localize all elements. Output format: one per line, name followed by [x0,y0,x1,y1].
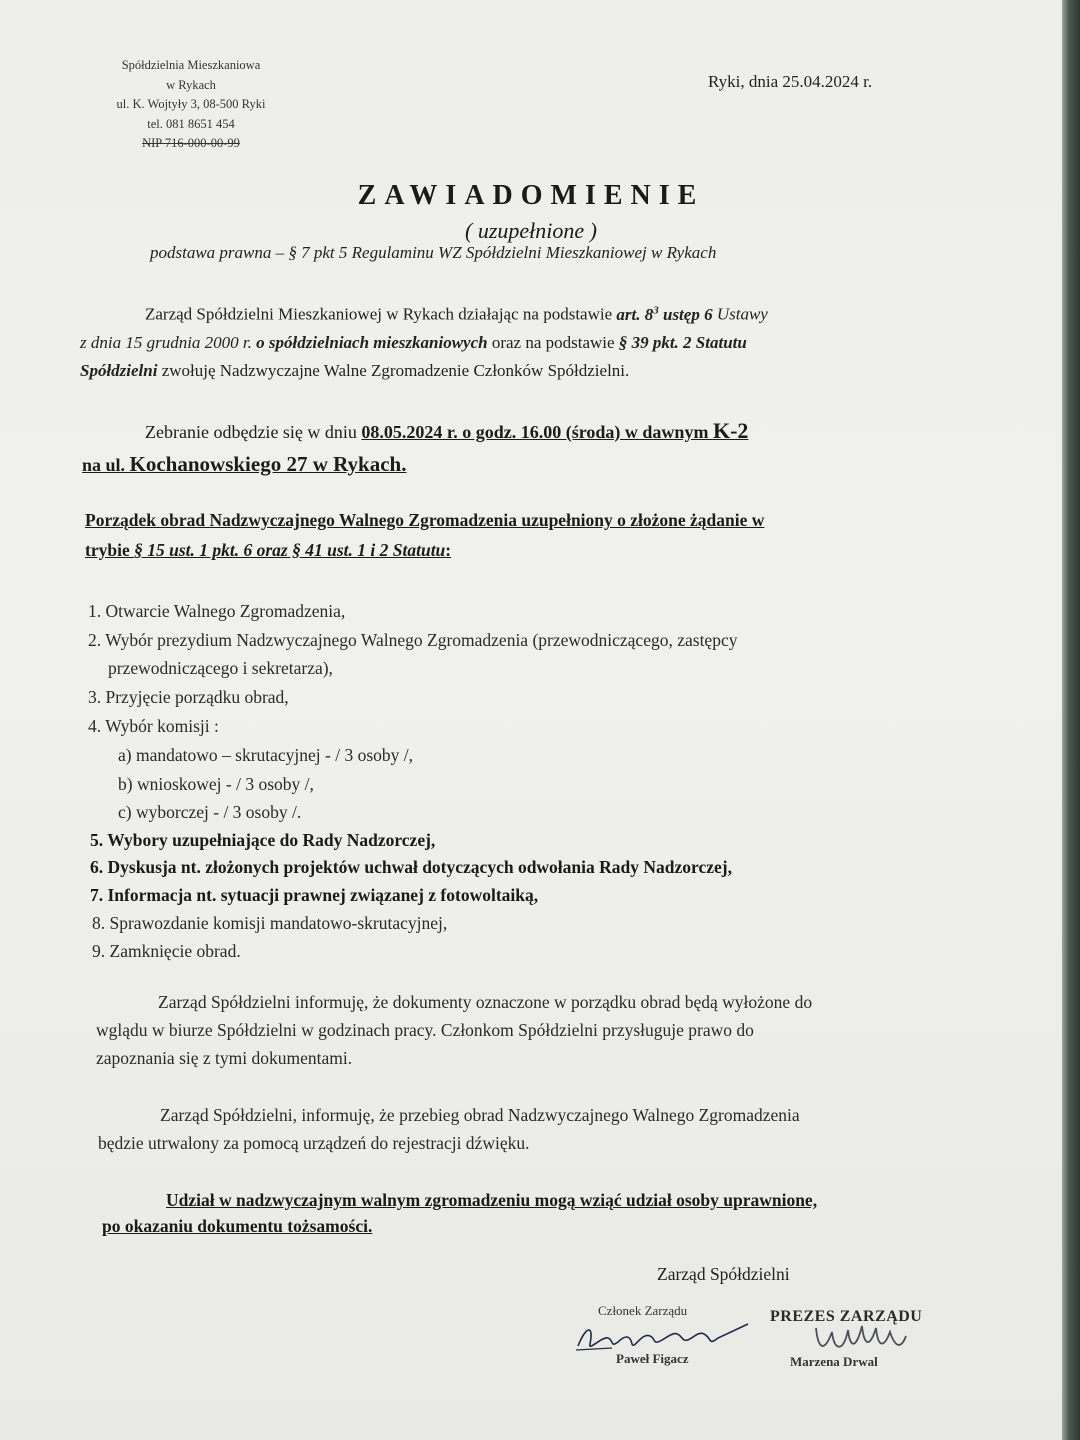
intro-superscript: 3 [653,304,659,316]
agenda-text: Wybór komisji : [105,716,219,736]
agenda-number: 3. [88,687,102,707]
agenda-subitem [118,774,314,795]
agenda-heading-line-2 [85,540,451,561]
attendance-notice-line: Udział w nadzwyczajnym walnym zgromadzeniu mogą wziąć udział osoby uprawnione, [166,1190,818,1210]
agenda-item [90,830,435,851]
agenda-number: 5. [90,830,104,850]
sender-line: ul. K. Wojtyły 3, 08-500 Ryki [116,97,266,111]
agenda-number: 8. [92,913,106,933]
agenda-number: b) [118,774,133,794]
president-label: PREZES ZARZĄDU [770,1308,923,1325]
info-paragraph-line: Zarząd Spółdzielni informuję, że dokumenty oznaczone w porządku obrad będą wyłożone do [158,992,813,1012]
agenda-number: 4. [88,716,102,736]
agenda-text: wnioskowej - / 3 osoby /, [136,774,314,794]
agenda-text: Wybory uzupełniające do Rady Nadzorczej, [107,830,436,850]
agenda-text: Informacja nt. sytuacji prawnej związanej z fotowoltaiką, [107,885,539,905]
agenda-number: c) [118,802,132,822]
agenda-item [90,885,538,906]
intro-line-3 [80,356,629,385]
document-subtitle: ( uzupełnione ) [465,218,597,243]
president-name: Marzena Drwal [790,1354,878,1369]
agenda-item [88,716,219,737]
agenda-number: a) [118,745,132,765]
agenda-heading-line-1: Porządek obrad Nadzwyczajnego Walnego Zgromadzenia uzupełniony o złożone żądanie w [85,510,765,530]
sender-line: tel. 081 8651 454 [147,116,235,131]
sender-nip: NIP 716-000-00-99 [142,136,240,150]
intro-date: z dnia 15 grudnia 2000 r. [80,333,252,352]
meeting-text: na ul. [82,455,130,475]
recording-paragraph-line: będzie utrwalony za pomocą urządzeń do rejestracji dźwięku. [98,1133,530,1153]
agenda-subitem [118,745,413,766]
intro-statute-owner: Spółdzielni [80,361,158,380]
agenda-item [92,913,447,934]
intro-text: Zarząd Spółdzielni Mieszkaniowej w Rykach działając na podstawie [145,304,617,324]
agenda-text: wyborczej - / 3 osoby /. [135,802,302,822]
meeting-line-1 [145,418,748,444]
intro-act-name: o spółdzielniach mieszkaniowych [251,333,488,352]
agenda-heading-text: trybie [85,540,135,560]
agenda-item [90,857,732,878]
board-signature-heading: Zarząd Spółdzielni [657,1264,790,1284]
agenda-text: Sprawozdanie komisji mandatowo-skrutacyjnej, [109,913,448,933]
intro-statute-ref: § 39 pkt. 2 Statutu [618,333,747,352]
intro-text: oraz na podstawie [487,333,619,352]
agenda-heading-ref: § 15 ust. 1 pkt. 6 oraz § 41 ust. 1 i 2 Statutu [134,540,446,560]
intro-article: art. 8 [616,304,654,324]
document-date: Ryki, dnia 25.04.2024 r. [708,72,873,91]
recording-paragraph-line: Zarząd Spółdzielni, informuję, że przebieg obrad Nadzwyczajnego Walnego Zgromadzenia [160,1105,800,1125]
agenda-text: przewodniczącego i sekretarza), [108,658,333,678]
sender-address [86,56,296,154]
info-paragraph-line: zapoznania się z tymi dokumentami. [96,1048,353,1068]
member-label: Członek Zarządu [598,1303,688,1318]
intro-act: Ustawy [712,304,768,324]
agenda-heading-colon: : [445,540,452,560]
intro-line-1 [145,296,768,329]
sender-line: Spółdzielnia Mieszkaniowa [121,58,261,72]
agenda-text: Przyjęcie porządku obrad, [105,687,289,707]
agenda-item [88,630,737,651]
agenda-text: Wybór prezydium Nadzwyczajnego Walnego Zgromadzenia (przewodniczącego, zastępcy [105,630,738,650]
info-paragraph-line: wglądu w biurze Spółdzielni w godzinach pracy. Członkom Spółdzielni przysługuje prawo do [96,1020,754,1040]
agenda-text: Zamknięcie obrad. [109,941,241,961]
intro-text: zwołuję Nadzwyczajne Walne Zgromadzenie Członków Spółdzielni. [157,361,630,380]
agenda-item [88,601,345,622]
meeting-datetime: 08.05.2024 r. o godz. 16.00 (środa) w dawnym [361,422,713,442]
meeting-building: K-2 [712,418,749,443]
intro-paragraph-ref: ustęp 6 [658,304,713,324]
agenda-number: 2. [88,630,102,650]
meeting-line-2 [82,452,407,477]
agenda-item [92,941,241,962]
attendance-notice-line: po okazaniu dokumentu tożsamości. [102,1216,373,1236]
table-surface [1062,0,1080,1440]
agenda-subitem [118,802,301,823]
meeting-text: Zebranie odbędzie się w dniu [145,422,362,442]
agenda-text: Otwarcie Walnego Zgromadzenia, [105,601,346,621]
agenda-text: Dyskusja nt. złożonych projektów uchwał dotyczących odwołania Rady Nadzorczej, [107,857,732,877]
meeting-address: Kochanowskiego 27 w Rykach. [129,452,407,476]
agenda-item-continuation [108,658,333,679]
sender-line: w Rykach [166,77,216,92]
intro-line-2 [80,328,747,357]
legal-basis: podstawa prawna – § 7 pkt 5 Regulaminu WZ Spółdzielni Mieszkaniowej w Rykach [150,243,717,262]
agenda-number: 9. [92,941,106,961]
agenda-number: 7. [90,885,104,905]
document-title: ZAWIADOMIENIE [357,180,705,211]
agenda-item [88,687,289,708]
agenda-number: 1. [88,601,102,621]
member-name: Paweł Figacz [616,1351,689,1366]
agenda-text: mandatowo – skrutacyjnej - / 3 osoby /, [135,745,414,765]
agenda-number: 6. [90,857,104,877]
